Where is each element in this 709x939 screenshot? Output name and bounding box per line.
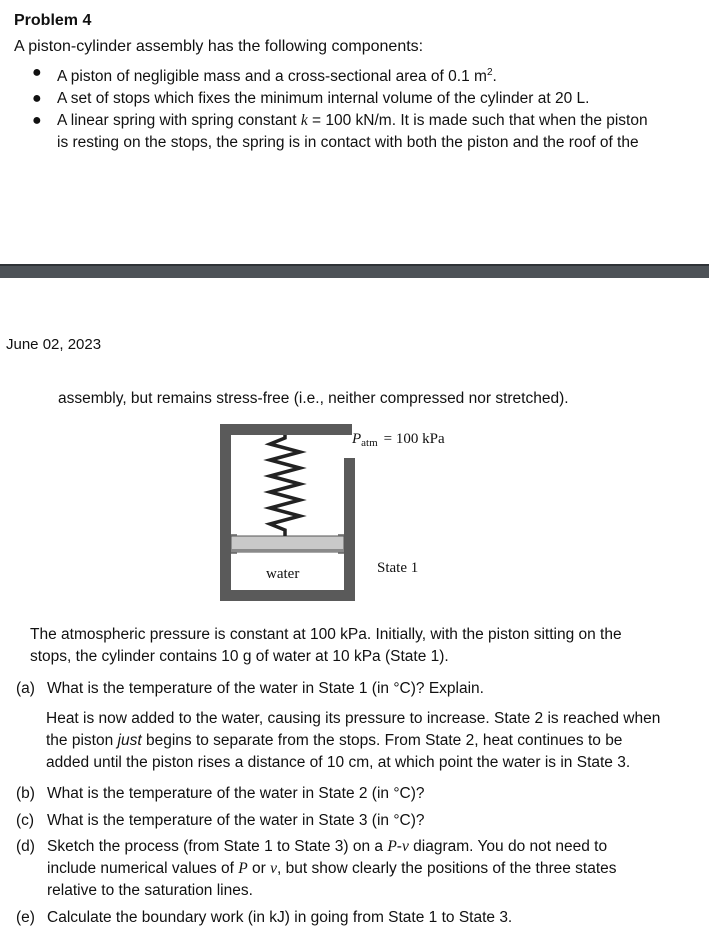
question-text: What is the temperature of the water in State 2 (in °C)? xyxy=(47,785,425,802)
cylinder-right-wall xyxy=(344,458,355,601)
patm-value: = 100 kPa xyxy=(383,431,445,447)
page-date: June 02, 2023 xyxy=(6,336,102,353)
atmospheric-paragraph: The atmospheric pressure is constant at 100 kPa. Initially, with the piston sitting on the stops, the cylinder contains 10 g of water at 10 kPa (State 1). xyxy=(30,626,622,665)
bullet-icon: ● xyxy=(32,64,42,81)
question-label: (d) xyxy=(16,838,35,855)
patm-subscript: atm xyxy=(361,437,378,449)
cylinder-bottom xyxy=(220,590,355,601)
question-label: (c) xyxy=(16,812,35,829)
piston-cylinder-diagram xyxy=(210,418,470,608)
continuation-text: assembly, but remains stress-free (i.e., neither compressed nor stretched). xyxy=(58,390,569,407)
component-list xyxy=(0,62,709,154)
problem-title: Problem 4 xyxy=(14,12,92,29)
question-label: (e) xyxy=(16,909,35,926)
cylinder-left-wall xyxy=(220,424,231,600)
list-item: ● A linear spring with spring constant k = 100 kN/m. It is made such that when the piston is resting on the stops, the spring is in contact with both the piston and the roof of the xyxy=(32,112,648,152)
cylinder-roof xyxy=(220,424,352,435)
list-item: ● A set of stops which fixes the minimum internal volume of the cylinder at 20 L. xyxy=(0,88,709,110)
bullet-icon: ● xyxy=(32,112,42,130)
heat-paragraph: Heat is now added to the water, causing its pressure to increase. State 2 is reached when the piston just begins to separate from the stops. From State 2, heat continues to be added until the piston rises a distance of 10 cm, at which point the water is in State 3. xyxy=(46,710,661,771)
page-divider xyxy=(0,264,709,278)
question-text: Calculate the boundary work (in kJ) in going from State 1 to State 3. xyxy=(47,909,513,926)
bullet-icon: ● xyxy=(32,90,42,108)
question-text: Sketch the process (from State 1 to State 3) on a P-v diagram. You do not need to include numerical values of P or v, but show clearly the positions of the three states relative to the saturation lines. xyxy=(47,838,617,899)
state-label: State 1 xyxy=(377,560,419,576)
piston-cylinder-figure xyxy=(210,418,470,613)
list-item: ● A piston of negligible mass and a cross-sectional area of 0.1 $m^2$. xyxy=(32,64,497,86)
question-text: What is the temperature of the water in State 3 (in °C)? xyxy=(47,812,425,829)
problem-intro: A piston-cylinder assembly has the following components: xyxy=(14,38,424,55)
spring xyxy=(270,435,300,536)
question-text: What is the temperature of the water in State 1 (in °C)? Explain. xyxy=(47,680,484,697)
patm-symbol: P xyxy=(352,431,362,447)
question-label: (a) xyxy=(16,680,35,697)
svg-text:Patm= 100 kPa xyxy=(351,431,445,449)
question-label: (b) xyxy=(16,785,35,802)
water-label: water xyxy=(266,566,300,582)
piston-shadow xyxy=(231,549,344,552)
